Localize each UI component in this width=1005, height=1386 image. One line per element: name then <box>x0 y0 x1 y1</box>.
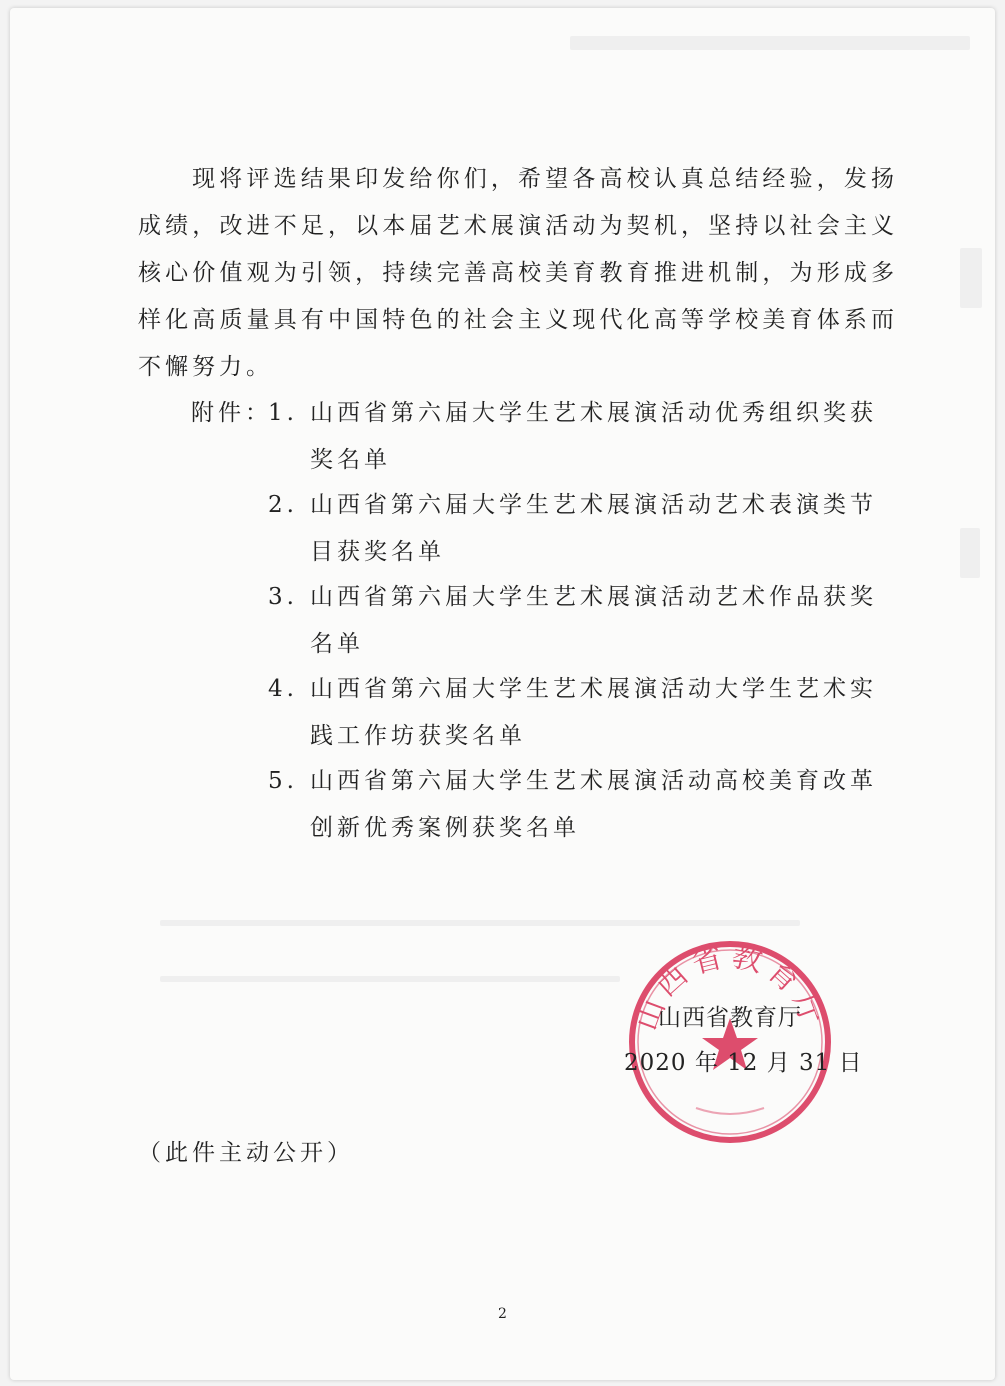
attachments-label: 附件： <box>191 400 272 426</box>
attachment-item-2 <box>268 482 900 576</box>
attachment-title: 山西省第六届大学生艺术展演活动大学生艺术实践工作坊获奖名单 <box>310 676 877 749</box>
attachment-item-5 <box>268 758 900 852</box>
scan-artifact <box>960 248 982 308</box>
page-number: 2 <box>498 1306 507 1322</box>
attachment-number: 5. <box>268 768 298 794</box>
attachment-item-4 <box>268 666 900 760</box>
public-disclosure-note: （此件主动公开） <box>138 1140 354 1166</box>
attachment-number: 2. <box>268 492 298 518</box>
body-paragraph-text: 现将评选结果印发给你们，希望各高校认真总结经验，发扬成绩，改进不足，以本届艺术展演活动为契机，坚持以社会主义核心价值观为引领，持续完善高校美育教育推进机制，为形成多样化高质量具有中国特色的社会主义现代化高等学校美育体系而不懈努力。 <box>138 166 898 380</box>
scan-artifact <box>570 36 970 50</box>
attachment-title: 山西省第六届大学生艺术展演活动优秀组织奖获奖名单 <box>310 400 877 473</box>
attachment-item-3 <box>268 574 900 668</box>
scan-artifact <box>960 528 980 578</box>
attachment-number: 4. <box>268 676 298 702</box>
scan-artifact <box>160 920 800 926</box>
official-seal <box>626 938 834 1146</box>
attachment-title: 山西省第六届大学生艺术展演活动艺术作品获奖名单 <box>310 584 877 657</box>
attachment-number: 1. <box>268 400 298 426</box>
attachment-number: 3. <box>268 584 298 610</box>
attachment-title: 山西省第六届大学生艺术展演活动艺术表演类节目获奖名单 <box>310 492 877 565</box>
scan-artifact <box>160 976 620 982</box>
body-paragraph <box>138 156 898 391</box>
attachment-title: 山西省第六届大学生艺术展演活动高校美育改革创新优秀案例获奖名单 <box>310 768 877 841</box>
signer-name: 山西省教育厅 <box>658 1005 802 1031</box>
document-page <box>10 8 995 1380</box>
attachment-item-1 <box>268 390 900 484</box>
seal-text: 山西省教育厅 <box>628 938 832 1036</box>
signing-date: 2020 年 12 月 31 日 <box>624 1050 863 1076</box>
